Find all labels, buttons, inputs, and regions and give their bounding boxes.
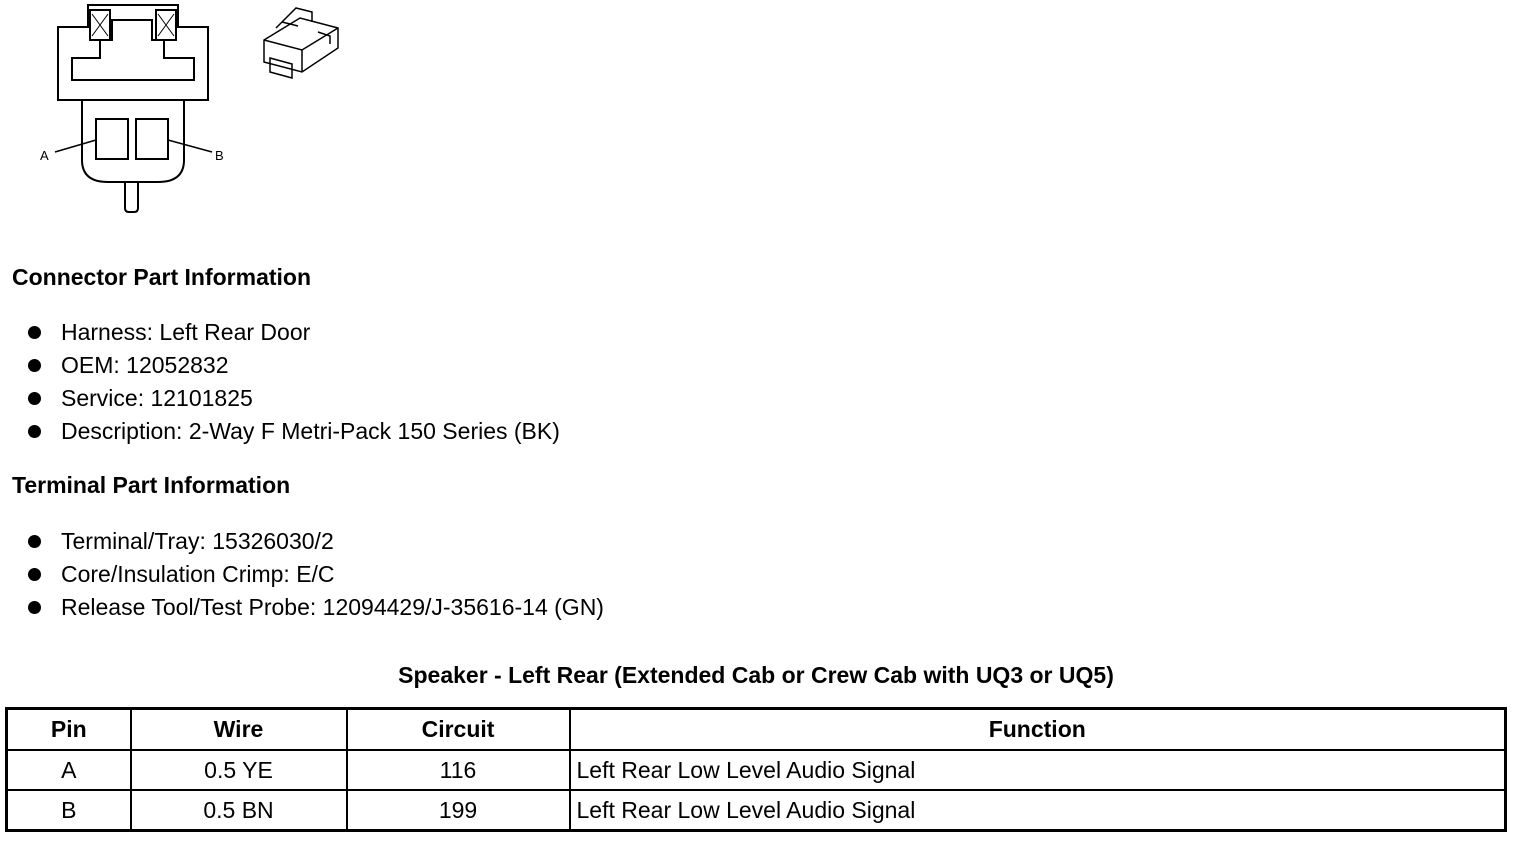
circuit-cell: 199 [347,790,570,831]
connector-isometric-view [264,8,338,78]
column-header-wire: Wire [131,709,347,751]
function-cell: Left Rear Low Level Audio Signal [570,750,1506,790]
bullet-icon [28,425,41,438]
list-item: Description: 2-Way F Metri-Pack 150 Series (BK) [28,415,560,448]
wire-cell: 0.5 YE [131,750,347,790]
bullet-icon [28,326,41,339]
bullet-icon [28,359,41,372]
list-item: Release Tool/Test Probe: 12094429/J-35616-14 (GN) [28,591,604,624]
terminal-part-info-list [28,525,604,624]
table-title: Speaker - Left Rear (Extended Cab or Crew Cab with UQ3 or UQ5) [398,662,1114,688]
bullet-icon [28,601,41,614]
pin-label-b: B [215,148,224,163]
column-header-pin: Pin [7,709,131,751]
bullet-icon [28,535,41,548]
connector-diagram [0,0,360,220]
table-row [7,790,1506,831]
list-item: Terminal/Tray: 15326030/2 [28,525,604,558]
connector-part-info-list [28,316,560,448]
pin-cell: A [7,750,131,790]
table-row [7,750,1506,790]
column-header-function: Function [570,709,1506,751]
connector-face-view [55,5,212,212]
column-header-circuit: Circuit [347,709,570,751]
pinout-table [5,707,1507,832]
terminal-part-info-heading: Terminal Part Information [12,472,291,498]
pin-label-a: A [40,148,49,163]
pin-cell: B [7,790,131,831]
connector-part-info-heading: Connector Part Information [12,264,312,290]
list-item: Service: 12101825 [28,382,560,415]
list-item: Harness: Left Rear Door [28,316,560,349]
list-item: OEM: 12052832 [28,349,560,382]
bullet-icon [28,392,41,405]
wire-cell: 0.5 BN [131,790,347,831]
bullet-icon [28,568,41,581]
circuit-cell: 116 [347,750,570,790]
table-header-row [7,709,1506,751]
function-cell: Left Rear Low Level Audio Signal [570,790,1506,831]
list-item: Core/Insulation Crimp: E/C [28,558,604,591]
